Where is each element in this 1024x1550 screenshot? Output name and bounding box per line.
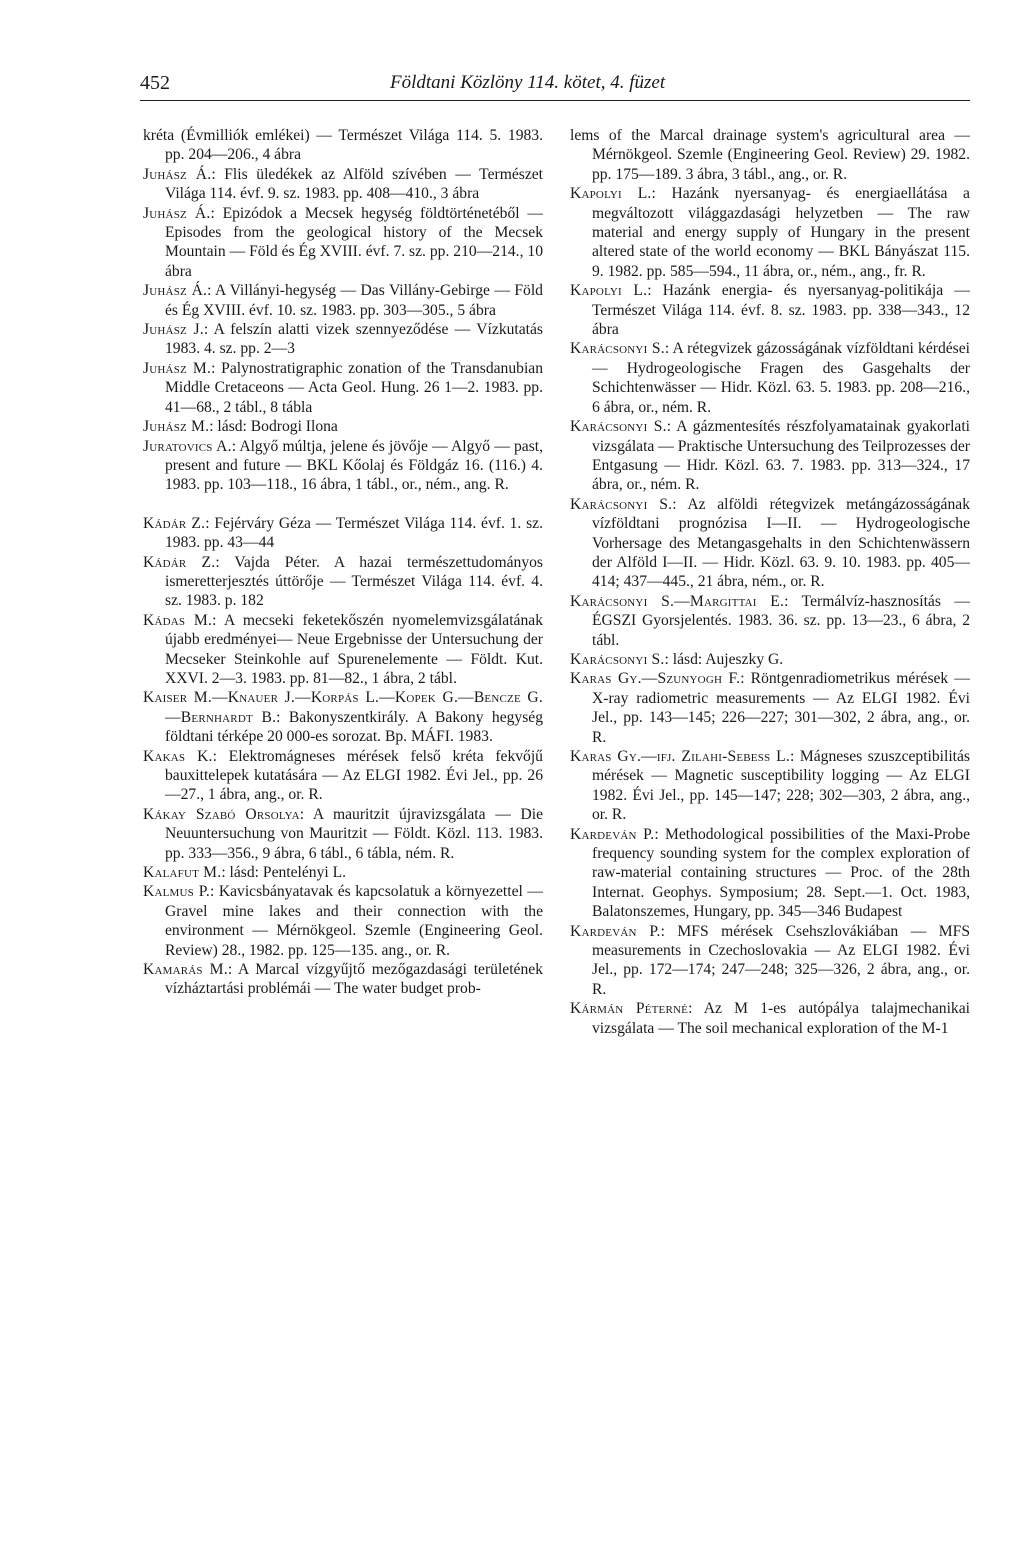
entry-text: : A mauritzit újravizsgálata — Die Neuuntersuchung von Mauritzit — Földt. Közl. 113. 1983. pp. 333—356., 9 ábra, 6 tábl., 6 tábla, ném. R. [165, 805, 543, 862]
entry-text: : A felszín alatti vizek szennyeződése — Vízkutatás 1983. 4. sz. pp. 2—3 [165, 321, 543, 358]
entry-author: Juhász J. [143, 321, 204, 339]
entry-text: : Elektromágneses mérések felső kréta fekvőjű bauxittelepek kutatására — Az ELGI 1982. Évi Jel., pp. 26—27., 1 ábra, ang., or. R. [165, 747, 543, 804]
entry-author: Kardeván P. [570, 825, 655, 843]
entry-author: Karácsonyi S.—Margittai E. [570, 592, 785, 610]
entry-author: Kádár Z. [143, 553, 216, 571]
entry-author: Juhász M. [143, 359, 212, 377]
entry-author: Kamarás M. [143, 961, 228, 979]
bibliography-entry [143, 863, 543, 882]
bibliography-entry [570, 339, 970, 417]
bibliography-entry [570, 126, 970, 184]
entry-author: Kákay Szabó Orsolya [143, 805, 300, 823]
entry-text: : Hazánk energia- és nyersanyag-politikája — Természet Világa 114. évf. 8. sz. 1983. pp. 338—343., 12 ábra [592, 282, 970, 339]
entry-author: Juhász Á. [143, 165, 212, 183]
bibliography-entry [570, 650, 970, 669]
bibliography-entry [143, 437, 543, 495]
bibliography-entry [570, 281, 970, 339]
entry-author: Kármán Péterné [570, 1000, 689, 1018]
entry-author: Juhász Á. [143, 204, 211, 222]
bibliography-entry [570, 825, 970, 922]
entry-author: Kalafut M. [143, 864, 222, 882]
entry-author: Kakas K. [143, 747, 213, 765]
bibliography-entry [143, 960, 543, 999]
bibliography-entry [143, 417, 543, 436]
bibliography-entry [570, 592, 970, 650]
bibliography-entry [570, 922, 970, 1000]
left-column [143, 126, 543, 999]
entry-text: : Az alföldi rétegvizek metángázosságának vízföldtani prognózisa I—II. — Hydrogeologische Vorhersage des Metangasgehalts in den Schichtenwässern der Alföld I—II. — Hidr. Közl. 63. 9. 10. 1983. pp. 405—414; 437—445., 21 ábra, ném., or. R. [592, 495, 970, 591]
entry-text: : lásd: Bodrogi Ilona [209, 418, 338, 436]
entry-text: : Bakonyszentkirály. A Bakony hegység földtani térképe 20 000-es sorozat. Bp. MÁFI. 1983. [165, 708, 543, 746]
entry-text: : Röntgenradiometrikus mérések — X-ray radiometric measurements — Az ELGI 1982. Évi Jel., pp. 143—145; 226—227; 301—302, 2 ábra, ang., or. R. [592, 670, 970, 746]
entry-text: : lásd: Aujeszky G. [664, 650, 784, 668]
running-title: Földtani Közlöny 114. kötet, 4. füzet [390, 72, 666, 93]
bibliography-entry [143, 553, 543, 611]
bibliography-entry [143, 359, 543, 417]
entry-text: lems of the Marcal drainage system's agricultural area — Mérnökgeol. Szemle (Engineering Geol. Review) 29. 1982. pp. 175—189. 3 ábra, 3 tábl., ang., or. R. [570, 127, 970, 183]
bibliography-entry [570, 999, 970, 1038]
entry-text: : MFS mérések Csehszlovákiában — MFS measurements in Czechoslovakia — Az ELGI 1982. Évi Jel., pp. 172—174; 247—248; 325—326, 2 ábra, ang., or. R. [592, 922, 970, 998]
bibliography-entry [570, 417, 970, 495]
entry-text: : Epizódok a Mecsek hegység földtörténetéből — Episodes from the geological history of the Mecsek Mountain — Föld és Ég XVIII. évf. 7. sz. pp. 210—214., 10 ábra [165, 204, 543, 280]
entry-author: Kapolyi L. [570, 185, 652, 203]
entry-author: Kaiser M.—Knauer J.—Korpás L.—Kopek G.—Bencze G.—Bernhardt B. [143, 689, 543, 726]
entry-author: Kapolyi L. [570, 282, 648, 300]
bibliography-entry [570, 184, 970, 281]
entry-author: Karácsonyi S. [570, 650, 665, 668]
entry-text: : lásd: Pentelényi L. [221, 864, 347, 882]
entry-author: Kalmus P. [143, 883, 210, 901]
bibliography-entry [143, 204, 543, 282]
bibliography-entry [143, 805, 543, 863]
entry-author: Karácsonyi S. [570, 495, 673, 513]
entry-author: Karas Gy.—Szunyogh F. [570, 670, 741, 688]
bibliography-entry [570, 495, 970, 592]
right-column [570, 126, 970, 1038]
entry-text: : Methodological possibilities of the Maxi-Probe frequency sounding system for the complex exploration of raw-material containing structures — Proc. of the 28th Internat. Geophys. Symposium; 28. Sept.—1. Oct. 1983, Balatonszemes, Hungary, pp. 345—346 Budapest [592, 825, 971, 921]
entry-text: : Fejérváry Géza — Természet Világa 114. évf. 1. sz. 1983. pp. 43—44 [165, 514, 543, 552]
entry-text: : Palynostratigraphic zonation of the Transdanubian Middle Cretaceons — Acta Geol. Hung. 26 1—2. 1983. pp. 41—68., 2 tábl., 8 tábla [165, 359, 543, 416]
bibliography-entry [143, 320, 543, 359]
entry-author: Juratovics A. [143, 437, 232, 455]
entry-text: : Flis üledékek az Alföld szívében — Természet Világa 114. évf. 9. sz. 1983. pp. 408—410., 3 ábra [165, 165, 543, 203]
entry-text: : Algyő múltja, jelene és jövője — Algyő — past, present and future — BKL Kőolaj és Földgáz 16. (116.) 4. 1983. pp. 103—118., 16 ábra, 1 tábl., or., ném., ang. R. [165, 437, 543, 494]
bibliography-entry [143, 747, 543, 805]
entry-text: : A Villányi-hegység — Das Villány-Gebirge — Föld és Ég XVIII. évf. 10. sz. 1983. pp. 303—305., 5 ábra [165, 282, 543, 319]
entry-text: : Termálvíz-hasznosítás — ÉGSZI Gyorsjelentés. 1983. 36. sz. pp. 13—23., 6 ábra, 2 tábl. [592, 592, 970, 649]
entry-text: : Hazánk nyersanyag- és energiaellátása a megváltozott világgazdasági helyzetben — The raw material and energy supply of Hungary in the present altered state of the world economy — BKL Bányászat 115. 9. 1982. pp. 585—594., 11 ábra, or., ném., ang., fr. R. [592, 185, 970, 280]
entry-author: Juhász Á. [143, 282, 208, 300]
entry-text: : A Marcal vízgyűjtő mezőgazdasági területének vízháztartási problémái — The water budget prob- [165, 961, 543, 998]
entry-text: : A rétegvizek gázosságának vízföldtani kérdései — Hydrogeologische Fragen des Gasgehalts der Schichtenwässer — Hidr. Közl. 63. 5. 1983. pp. 208—216., 6 ábra, or., ném. R. [592, 340, 971, 416]
entry-author: Karácsonyi S. [570, 340, 665, 358]
bibliography-entry [143, 126, 543, 165]
entry-author: Kardeván P. [570, 922, 661, 940]
bibliography-entry [143, 165, 543, 204]
entry-text: : Vajda Péter. A hazai természettudományos ismeretterjesztés úttörője — Természet Világa 114. évf. 4. sz. 1983. p. 182 [165, 553, 543, 610]
entry-text: : Mágneses szuszceptibilitás mérések — Magnetic susceptibility logging — Az ELGI 1982. Évi Jel., pp. 145—147; 228; 302—303, 2 ábra, ang., or. R. [592, 748, 970, 824]
page-number: 452 [140, 72, 170, 94]
entry-text: kréta (Évmilliók emlékei) — Természet Világa 114. 5. 1983. pp. 204—206., 4 ábra [143, 127, 543, 164]
entry-text: : A mecseki feketekőszén nyomelemvizsgálatának újabb eredményei— Neue Ergebnisse der Untersuchung der Mecseker Steinkohle auf Spurenelemente — Földt. Kut. XXVI. 2—3. 1983. pp. 81—82., 1 ábra, 2 tábl. [165, 611, 543, 687]
bibliography-entry [143, 611, 543, 689]
entry-author: Kádas M. [143, 611, 213, 629]
entry-author: Karácsonyi S. [570, 418, 667, 436]
bibliography-entry [143, 882, 543, 960]
bibliography-entry [570, 747, 970, 825]
bibliography-entry [143, 688, 543, 746]
bibliography-entry [570, 669, 970, 747]
bibliography-entry [143, 281, 543, 320]
entry-text: : Kavicsbányatavak és kapcsolatuk a környezettel — Gravel mine lakes and their connection with the environment — Mérnökgeol. Szemle (Engineering Geol. Review) 28., 1982. pp. 125—135. ang., or. R. [165, 883, 543, 959]
entry-text: : A gázmentesítés részfolyamatainak gyakorlati vizsgálata — Praktische Untersuchung des Teilprozesses der Entgasung — Hidr. Közl. 63. 7. 1983. pp. 313—324., 17 ábra, or., ném. R. [592, 418, 970, 494]
entry-author: Karas Gy.—ifj. Zilahi-Sebess L. [570, 748, 790, 765]
page-header [140, 70, 970, 101]
entry-author: Juhász M. [143, 418, 210, 436]
entry-author: Kádár Z. [143, 514, 206, 532]
entry-text: : Az M 1-es autópálya talajmechanikai vizsgálata — The soil mechanical exploration of the M-1 [592, 1000, 970, 1037]
bibliography-entry [143, 514, 543, 553]
